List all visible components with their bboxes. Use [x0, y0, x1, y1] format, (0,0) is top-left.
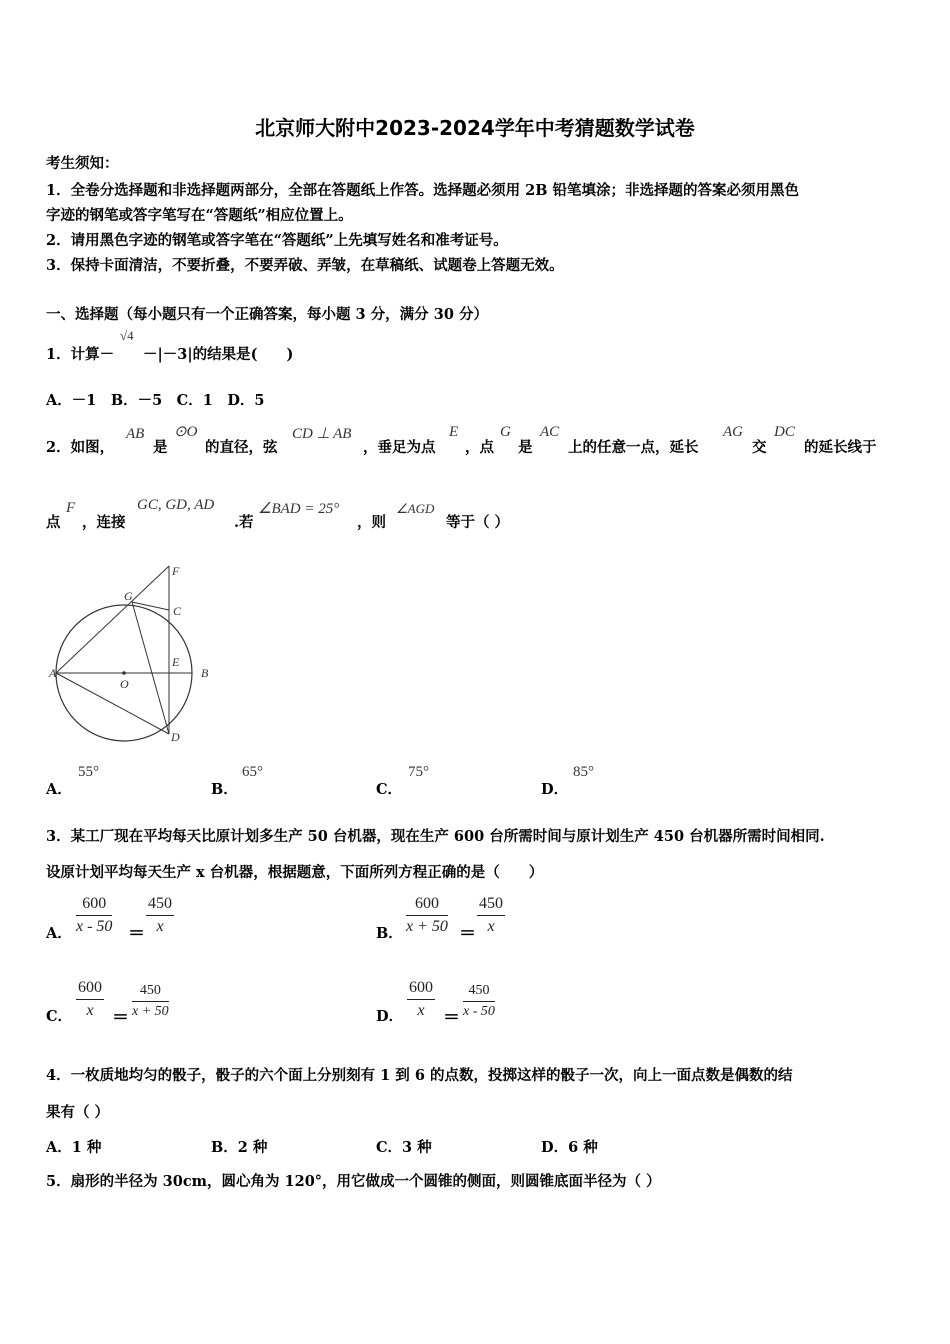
label-c: C — [173, 604, 182, 618]
q2-math-dc: DC — [774, 424, 795, 440]
q2-math-ag: AG — [723, 424, 743, 440]
q3-d-left-den: x — [417, 1002, 425, 1019]
q3-option-b-eq: ＝ — [459, 924, 476, 944]
q2-text-4: ，垂足为点 — [363, 439, 436, 456]
q2-text-11: ，连接 — [82, 514, 126, 531]
q3-option-a-right-fraction — [146, 895, 174, 936]
q3-option-c-eq: ＝ — [112, 1008, 129, 1028]
page-title: 北京师大附中2023-2024学年中考猜题数学试卷 — [255, 116, 695, 140]
q3-stem-line-2: 设原计划平均每天生产 x 台机器，根据题意，下面所列方程正确的是（ ） — [46, 864, 544, 881]
label-e: E — [172, 655, 180, 669]
q2-text-5: ，点 — [465, 439, 494, 456]
q3-option-d-left-fraction — [407, 979, 435, 1020]
line-ag-extended — [56, 566, 169, 673]
q3-option-c-letter: C． — [46, 1008, 73, 1025]
q3-option-b-right-fraction — [477, 895, 505, 936]
q3-a-left-den: x - 50 — [76, 918, 113, 935]
q2-math-g: G — [500, 424, 511, 440]
q3-option-b-left-fraction — [406, 895, 448, 936]
q4-option-b: B．2 种 — [211, 1139, 268, 1156]
q2-math-ac: AC — [540, 424, 560, 440]
q2-math-angle-bad: ∠BAD = 25° — [258, 501, 340, 517]
q4-stem-line-1: 4．一枚质地均匀的骰子，骰子的六个面上分别刻有 1 到 6 的点数，投掷这样的骰子一次，向上一面点数是偶数的结 — [46, 1067, 793, 1084]
q3-c-right-den: x + 50 — [132, 1004, 169, 1019]
q2-text-3: 的直径，弦 — [205, 439, 278, 456]
section-heading: 一、选择题（每小题只有一个正确答案，每小题 3 分，满分 30 分） — [46, 306, 488, 323]
q2-math-e: E — [449, 424, 459, 440]
q2-math-segments: GC, GD, AD — [137, 497, 215, 513]
q3-d-right-den: x - 50 — [463, 1004, 495, 1019]
label-a: A — [49, 666, 57, 680]
label-b: B — [201, 666, 209, 680]
center-dot — [122, 671, 126, 675]
segment-gd — [132, 602, 169, 734]
q3-c-right-num: 450 — [132, 983, 169, 1002]
segment-ad — [56, 673, 169, 734]
q3-option-a-eq: ＝ — [128, 924, 145, 944]
q3-stem-line-1: 3．某工厂现在平均每天比原计划多生产 50 台机器，现在生产 600 台所需时间与原计划生产 450 台机器所需时间相同. — [46, 828, 825, 845]
q3-a-right-den: x — [156, 918, 164, 935]
notice-line-1: 1．全卷分选择题和非选择题两部分，全部在答题纸上作答。选择题必须用 2B 铅笔填涂；非选择题的答案必须用黑色 — [46, 182, 800, 199]
notice-line-1b: 字迹的钢笔或答字笔写在“答题纸”相应位置上。 — [46, 207, 353, 224]
q2-math-cd-perp-ab: CD ⊥ AB — [292, 426, 352, 442]
q3-option-c-left-fraction — [76, 979, 104, 1020]
q3-a-left-num: 600 — [76, 895, 112, 916]
label-d: D — [171, 730, 180, 744]
q2-text-10: 点 — [46, 514, 61, 531]
q3-d-left-num: 600 — [407, 979, 435, 1000]
q3-d-right-num: 450 — [463, 983, 495, 1002]
notice-heading: 考生须知： — [46, 155, 119, 172]
q2-option-b-letter: B． — [211, 781, 238, 798]
q2-math-ab: AB — [126, 426, 145, 442]
q2-option-d-letter: D． — [541, 781, 569, 798]
q3-a-right-num: 450 — [146, 895, 174, 916]
q4-stem-line-2: 果有（ ） — [46, 1104, 110, 1121]
q3-option-d-right-fraction — [463, 983, 495, 1020]
q2-text-1: 2．如图， — [46, 439, 115, 456]
q2-text-12: .若 — [234, 514, 254, 531]
q2-text-2: 是 — [153, 439, 168, 456]
q1-options: A．－1 B．－5 C．1 D．5 — [46, 392, 265, 409]
q1-stem-post: －|－3|的结果是( ) — [143, 346, 294, 363]
q3-b-left-den: x + 50 — [406, 918, 448, 935]
q3-option-d-letter: D． — [376, 1008, 404, 1025]
notice-line-3: 3．保持卡面清洁，不要折叠，不要弄破、弄皱，在草稿纸、试题卷上答题无效。 — [46, 257, 564, 274]
q2-text-8: 交 — [752, 439, 767, 456]
q2-option-c-value: 75° — [408, 764, 429, 780]
q5-stem-line-1: 5．扇形的半径为 30cm，圆心角为 120°，用它做成一个圆锥的侧面，则圆锥底面半径为（ ） — [46, 1173, 661, 1190]
q2-option-b-value: 65° — [242, 764, 263, 780]
q2-option-d-value: 85° — [573, 764, 594, 780]
label-f: F — [172, 564, 180, 578]
label-o: O — [120, 677, 129, 691]
q2-text-9: 的延长线于 — [804, 439, 877, 456]
q2-text-14: 等于（ ） — [446, 514, 510, 531]
q4-option-c: C．3 种 — [376, 1139, 432, 1156]
q2-math-angle-agd: ∠AGD — [396, 501, 435, 516]
q3-option-a-letter: A． — [46, 925, 72, 942]
q2-geometry-figure — [48, 558, 220, 748]
q3-option-d-eq: ＝ — [443, 1008, 460, 1028]
q2-math-f: F — [66, 500, 76, 516]
q3-c-left-num: 600 — [76, 979, 104, 1000]
q3-b-right-num: 450 — [477, 895, 505, 916]
q2-option-a-letter: A． — [46, 781, 72, 798]
q3-c-left-den: x — [86, 1002, 94, 1019]
q2-text-6: 是 — [518, 439, 533, 456]
q4-option-a: A．1 种 — [46, 1139, 102, 1156]
q1-stem-pre: 1．计算－ — [46, 346, 115, 363]
q1-sqrt: √4 — [120, 328, 134, 343]
q3-option-a-left-fraction — [76, 895, 112, 936]
q4-option-d: D．6 种 — [541, 1139, 598, 1156]
label-g: G — [124, 589, 133, 603]
notice-line-2: 2．请用黑色字迹的钢笔或答字笔在“答题纸”上先填写姓名和准考证号。 — [46, 232, 508, 249]
q2-math-circle-o: ⊙O — [174, 424, 198, 440]
q2-option-a-value: 55° — [78, 764, 99, 780]
q2-text-7: 上的任意一点，延长 — [568, 439, 699, 456]
q3-option-b-letter: B． — [376, 925, 403, 942]
q3-b-left-num: 600 — [406, 895, 448, 916]
q2-text-13: ，则 — [357, 514, 386, 531]
q3-b-right-den: x — [487, 918, 495, 935]
q2-option-c-letter: C． — [376, 781, 403, 798]
q3-option-c-right-fraction — [132, 983, 169, 1020]
